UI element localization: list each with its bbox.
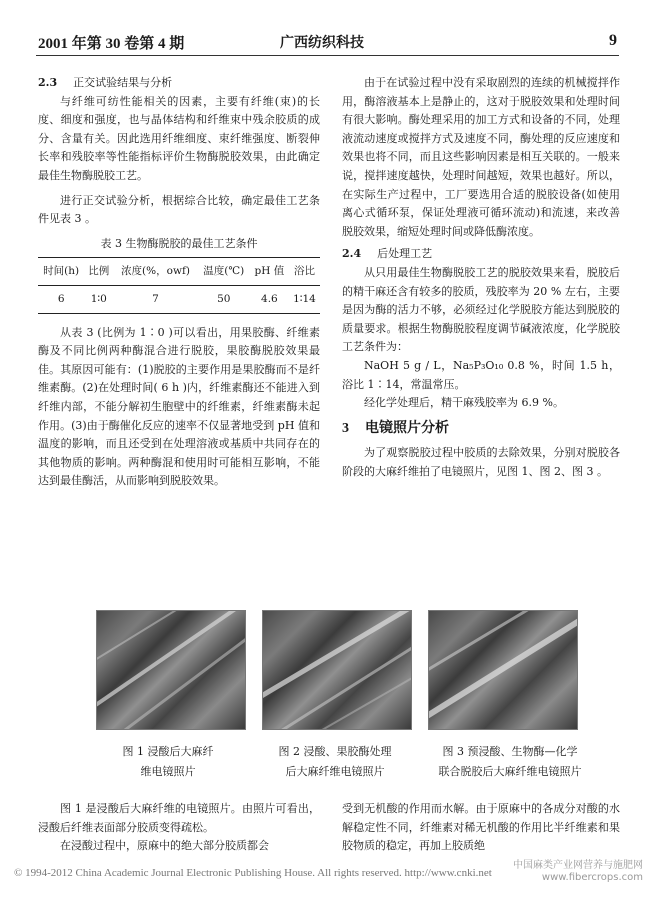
- paragraph: 与纤维可纺性能相关的因素，主要有纤维(束)的长度、细度和强度，也与晶体结构和纤维束中残余胶质的成分、含量有关。因此选用纤维细度、束纤维强度、断裂伸长率和残胶率等性能指标评价生物酶脱胶效果，由此确定最佳生物酶脱胶工艺。: [38, 94, 320, 182]
- figure-caption-2: 图 2 浸酸、果胶酶处理 后大麻纤维电镜照片: [278, 745, 392, 778]
- fiber-streaks-2: [263, 611, 411, 729]
- paragraph: 经化学处理后，精干麻残胶率为 6.9 %。: [364, 396, 564, 410]
- site-watermark: 中国麻类产业网营养与施肥网 www.fibercrops.com: [513, 860, 643, 883]
- sem-photo-2: [262, 610, 412, 730]
- paragraph: 从表 3 (比例为 1∶0 )可以看出，用果胶酶、纤维素酶及不同比例两种酶混合进行脱胶，果胶酶脱胶效果最佳。其原因可能有：(1)脱胶的主要作用是果胶酶而不是纤维素酶。(2)在处理时间( 6 h )内，纤维素酶还不能进入到纤维内部，不能分解初生胞壁中的纤维素，纤维素酶未起作用。(3)由于酶催化反应的速率不仅显著地受到 pH 值和温度的影响，而且还受到在处理溶液或基质中共同存在的其他物质的影响。两种酶混和使用时可能相互影响，不能达到最佳酶活，从而影响到脱胶效果。: [38, 325, 320, 488]
- sem-photo-1: [96, 610, 246, 730]
- table-header: 浓度(%，owf): [121, 265, 190, 278]
- figure-caption-3: 图 3 预浸酸、生物酶—化学 联合脱胶后大麻纤维电镜照片: [438, 745, 582, 778]
- table-header: pH 值: [254, 265, 285, 278]
- table-header: 浴比: [293, 265, 315, 278]
- table-header: 时间(h): [43, 265, 80, 278]
- table-header: 比例: [88, 265, 110, 278]
- table-header: 温度(℃): [203, 265, 245, 278]
- table-cell: 6: [57, 292, 65, 305]
- table-cell: 50: [217, 292, 231, 305]
- header-rule: [36, 55, 619, 56]
- section-heading-3: 3 电镜照片分析: [342, 419, 449, 436]
- left-column: [38, 74, 320, 491]
- copyright-footer: © 1994-2012 China Academic Journal Electronic Publishing House. All rights reserved. http://www.cnki.net: [14, 867, 492, 879]
- paragraph: 图 1 是浸酸后大麻纤维的电镜照片。由照片可看出，浸酸后纤维表面部分胶质变得疏松。: [38, 802, 320, 834]
- figure-caption-1: 图 1 浸酸后大麻纤 维电镜照片: [122, 745, 214, 778]
- table-caption: 表 3 生物酶脱胶的最佳工艺条件: [100, 236, 258, 250]
- paragraph: 从只用最佳生物酶脱胶工艺的脱胶效果来看，脱胶后的精干麻还含有较多的胶质，残胶率为 20 % 左右，主要是因为酶的活力不够，必须经过化学脱胶方能达到脱胶的质量要求。根据生物酶脱胶程度调节碱液浓度，化学脱胶工艺条件为：: [342, 265, 620, 354]
- paragraph: 为了观察脱胶过程中胶质的去除效果，分别对脱胶各阶段的大麻纤维拍了电镜照片，见图 1、图 2、图 3 。: [342, 446, 620, 478]
- process-table: [38, 257, 320, 313]
- paragraph: 在浸酸过程中，原麻中的绝大部分胶质都会: [60, 839, 269, 853]
- journal-title: 广西纺织科技: [280, 35, 364, 51]
- paragraph: 由于在试验过程中没有采取剧烈的连续的机械搅拌作用，酶溶液基本上是静止的，这对于脱胶效果和处理时间有很大影响。酶处理采用的加工方式和设备的不同，处理液流动速度或搅拌方式及速度不同，酶处理的反应速度和效果也将不同，而且这些影响因素是相互关联的。一般来说，搅拌速度越快，处理时间越短，效果也越好。所以，在实际生产过程中，工厂要选用合适的脱胶设备(如使用离心式循环泵，保证处理液可循环流动)和流速，来改善脱胶效果，缩短处理时间或降低酶浓度。: [342, 76, 620, 238]
- bottom-right-column: [342, 800, 620, 856]
- table-cell: 7: [152, 292, 159, 305]
- section-heading-2-3: 2.3 正交试验结果与分析: [38, 76, 173, 89]
- paragraph: 受到无机酸的作用而水解。由于原麻中的各成分对酸的水解稳定性不同，纤维素对稀无机酸的作用比半纤维素和果胶物质的稳定，再加上胶质绝: [342, 802, 620, 853]
- bottom-left-column: [38, 800, 320, 856]
- section-heading-2-4: 2.4 后处理工艺: [342, 247, 433, 261]
- fiber-streaks-1: [97, 611, 245, 729]
- sem-photo-3: [428, 610, 578, 730]
- page-number: 9: [609, 32, 617, 49]
- paragraph: 进行正交试验分析，根据综合比较，确定最佳工艺条件见表 3 。: [38, 193, 320, 226]
- table-cell: 1∶14: [293, 292, 316, 305]
- table-cell: 4.6: [261, 292, 278, 305]
- journal-issue: 2001 年第 30 卷第 4 期: [38, 36, 185, 52]
- fiber-streaks-3: [429, 611, 577, 729]
- right-column: [342, 74, 620, 481]
- table-cell: 1∶0: [90, 292, 107, 305]
- formula-line: NaOH 5 g / L，Na₅P₃O₁₀ 0.8 %，时间 1.5 h，浴比 1∶14，常温常压。: [342, 358, 620, 391]
